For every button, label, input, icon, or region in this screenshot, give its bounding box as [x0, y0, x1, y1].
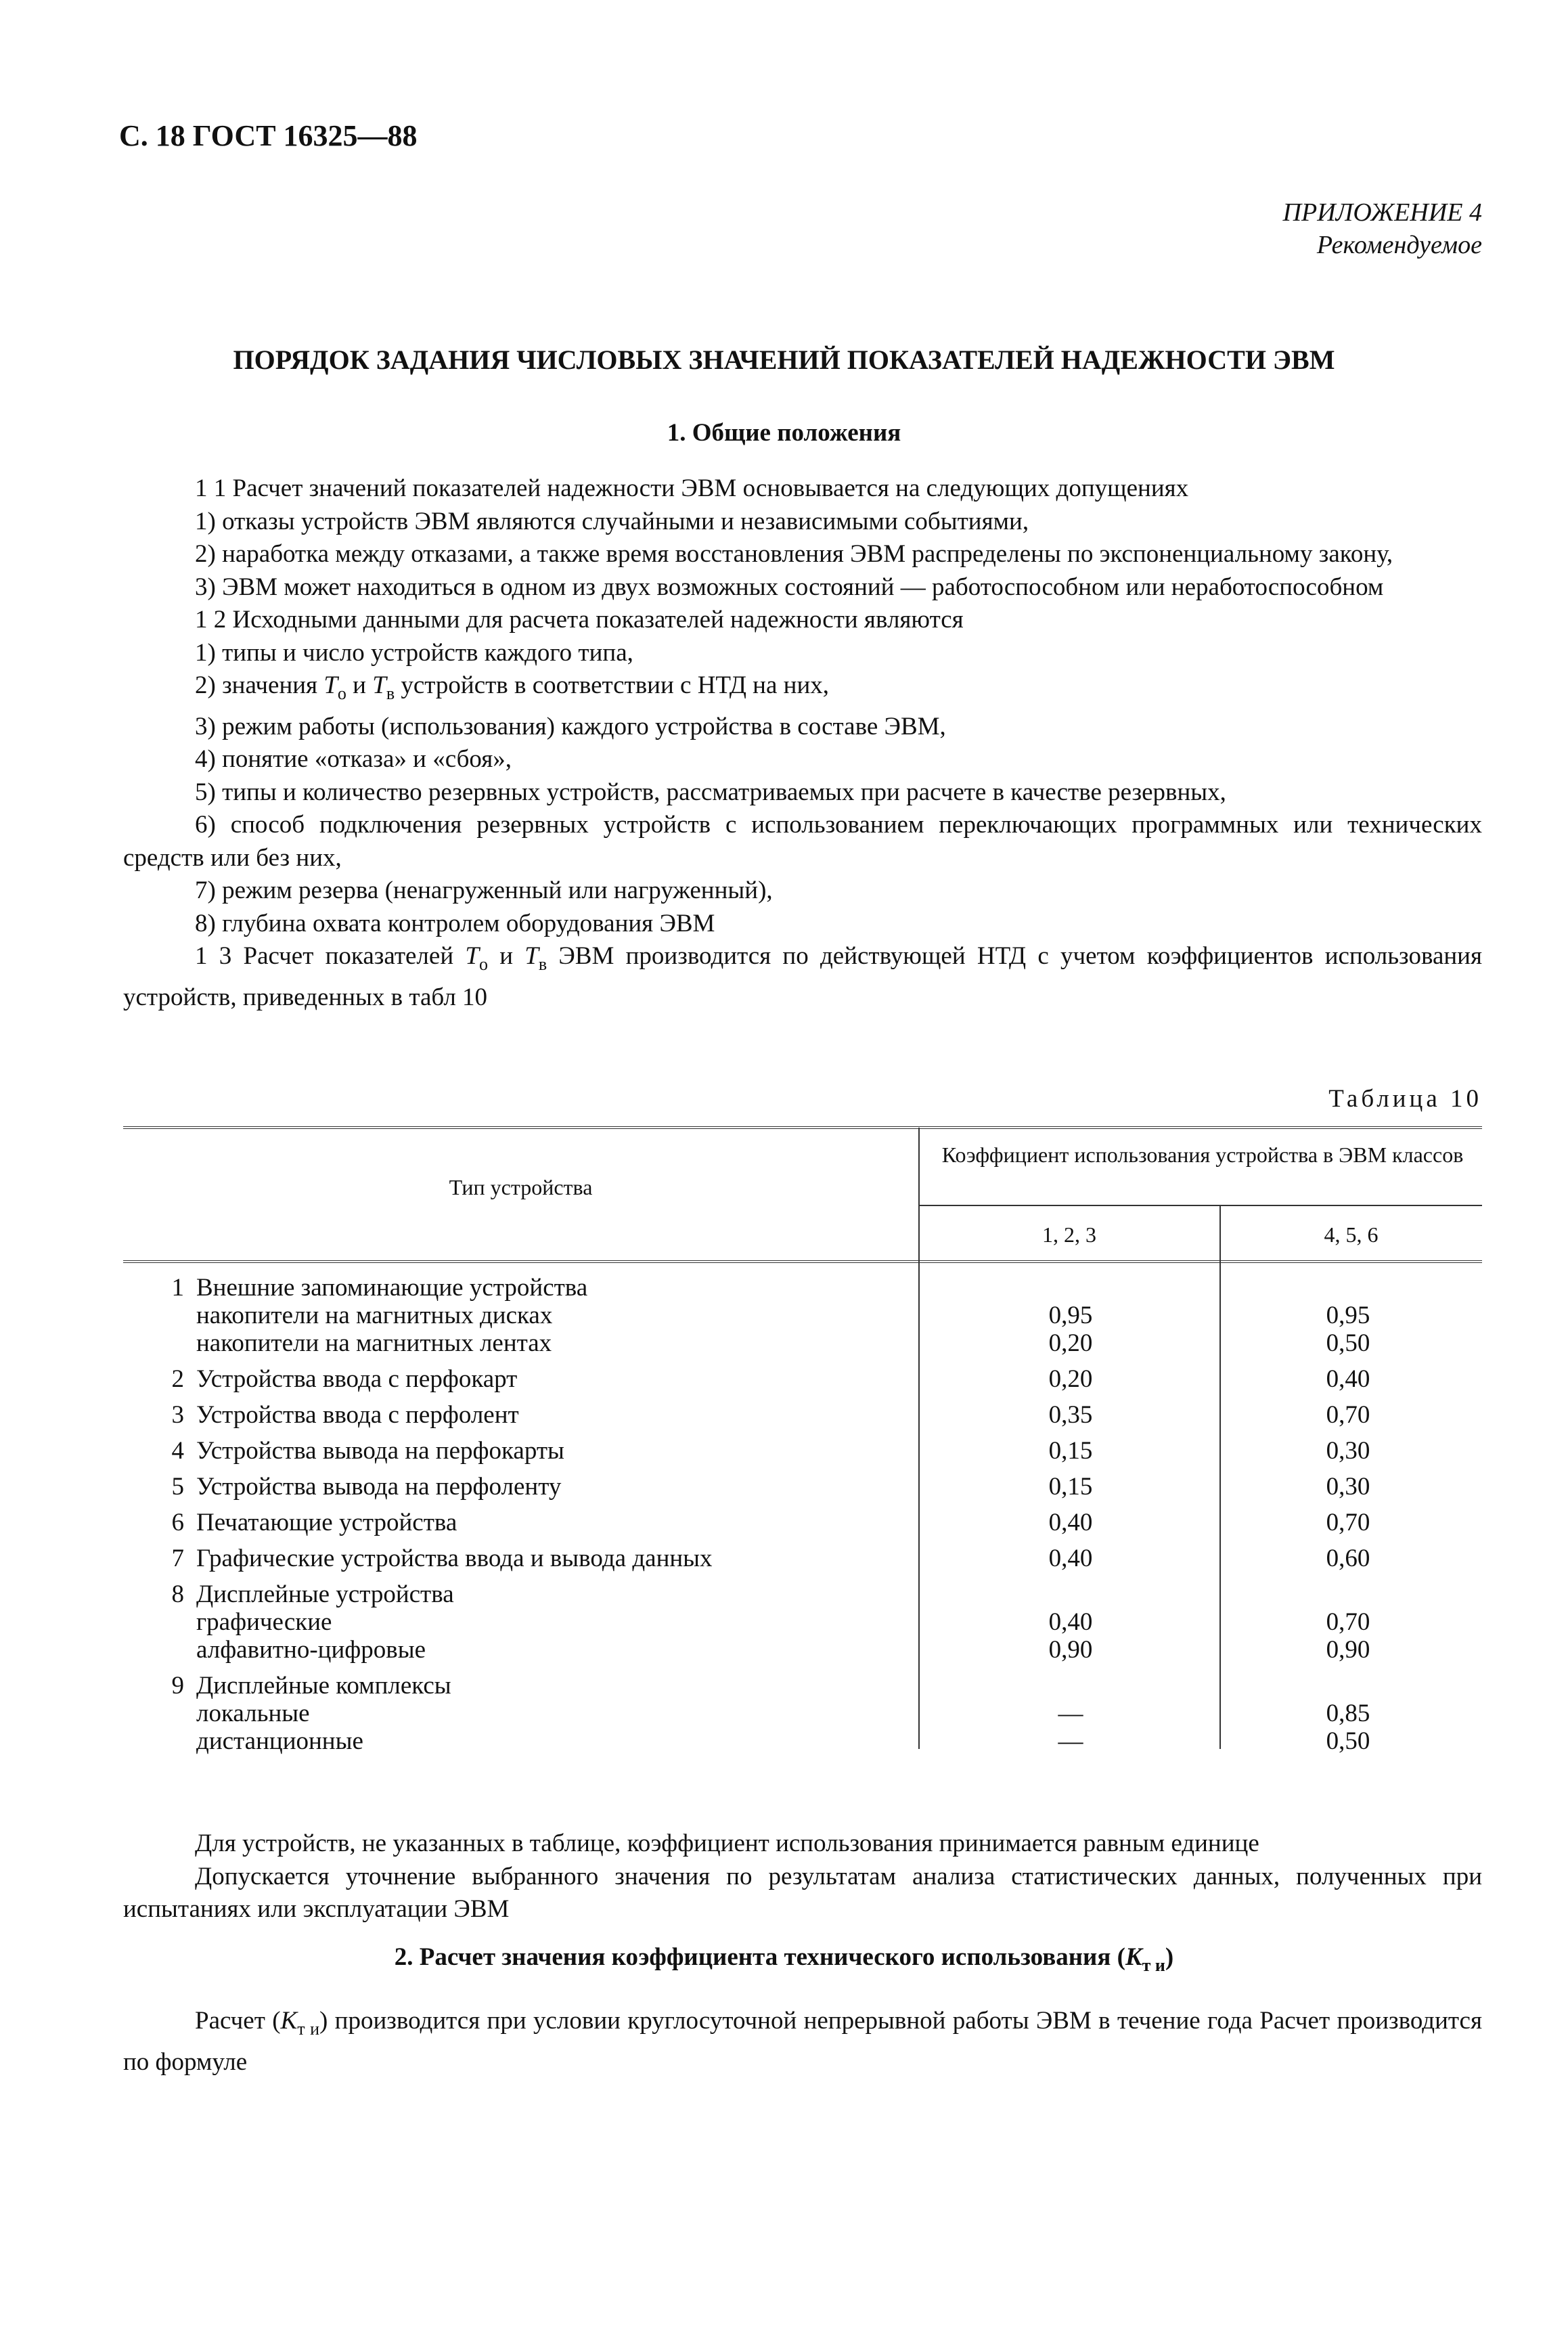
- coef-classes-4-6: 0,70: [1326, 1509, 1370, 1536]
- row-number: 9: [171, 1672, 184, 1700]
- row-number: 5: [171, 1473, 184, 1501]
- paragraph-2: Расчет $(K_{т и})$ производится при условии круглосуточной непрерывной работы ЭВМ в течение года Расчет производится по формуле: [123, 2007, 1482, 2076]
- device-name: Устройства ввода с перфокарт: [196, 1365, 518, 1393]
- coef-classes-1-3: 0,40: [1048, 1608, 1093, 1636]
- header-classes-4-6: 4, 5, 6: [1324, 1222, 1379, 1247]
- paragraph-note-2: Допускается уточнение выбранного значения по результатам анализа статистических данных, полученных при испытаниях или эксплуатации ЭВМ: [123, 1862, 1482, 1923]
- device-name: Устройства вывода на перфокарты: [196, 1437, 564, 1465]
- coef-classes-1-3: 0,35: [1048, 1401, 1093, 1429]
- list-item: 2) наработка между отказами, а также время восстановления ЭВМ распределены по экспоненциальному закону,: [195, 540, 1393, 568]
- device-name: Устройства вывода на перфоленту: [196, 1473, 562, 1501]
- row-number: 2: [171, 1365, 184, 1393]
- document-title: ПОРЯДОК ЗАДАНИЯ ЧИСЛОВЫХ ЗНАЧЕНИЙ ПОКАЗАТЕЛЕЙ НАДЕЖНОСТИ ЭВМ: [233, 345, 1335, 375]
- device-name: Дисплейные комплексы: [196, 1672, 451, 1700]
- device-name: Печатающие устройства: [196, 1509, 457, 1536]
- after-table-text: [123, 1827, 1482, 1926]
- section-1-title: 1. Общие положения: [667, 419, 901, 447]
- device-name: накопители на магнитных дисках: [196, 1302, 553, 1329]
- device-name: накопители на магнитных лентах: [196, 1329, 552, 1357]
- row-number: 7: [171, 1545, 184, 1572]
- appendix-block: [1283, 196, 1482, 261]
- list-item: 8) глубина охвата контролем оборудования ЭВМ: [195, 909, 715, 937]
- paragraph-1-2: 1 2 Исходными данными для расчета показателей надежности являются: [195, 606, 964, 634]
- coef-classes-1-3: 0,95: [1048, 1302, 1093, 1329]
- coef-classes-4-6: 0,40: [1326, 1365, 1370, 1393]
- coef-classes-4-6: 0,50: [1326, 1727, 1370, 1755]
- device-name: Дисплейные устройства: [196, 1580, 454, 1608]
- device-name: дистанционные: [196, 1727, 363, 1755]
- table-header-rule: [919, 1205, 1482, 1206]
- coef-classes-1-3: 0,90: [1048, 1636, 1093, 1664]
- coef-classes-1-3: 0,40: [1048, 1509, 1093, 1536]
- coef-classes-1-3: 0,20: [1048, 1365, 1093, 1393]
- device-name: алфавитно-цифровые: [196, 1636, 426, 1664]
- section-1-body: [123, 472, 1482, 1014]
- list-item: 3) ЭВМ может находиться в одном из двух возможных состояний — работоспособном или неработоспособном: [195, 573, 1384, 601]
- row-number: 8: [171, 1580, 184, 1608]
- table-header-bottom-rule: [123, 1260, 1482, 1264]
- coef-classes-4-6: 0,95: [1326, 1302, 1370, 1329]
- page-header: С. 18 ГОСТ 16325—88: [119, 119, 418, 152]
- list-item: 4) понятие «отказа» и «сбоя»,: [195, 745, 512, 773]
- appendix-label: ПРИЛОЖЕНИЕ 4: [1282, 198, 1482, 227]
- device-name: Устройства ввода с перфолент: [196, 1401, 519, 1429]
- coef-classes-4-6: 0,50: [1326, 1329, 1370, 1357]
- paragraph-1-3: 1 3 Расчет показателей $T_о$ и $T_в$ ЭВМ производится по действующей НТД с учетом коэффициентов использования устройств, приведенных в табл 10: [123, 942, 1482, 1011]
- list-item: 5) типы и количество резервных устройств, рассматриваемых при расчете в качестве резервных,: [195, 778, 1226, 806]
- coef-classes-4-6: 0,60: [1326, 1545, 1370, 1572]
- usage-coefficient-table: [123, 1126, 1482, 1755]
- row-number: 3: [171, 1401, 184, 1429]
- header-device-type: Тип устройства: [449, 1175, 593, 1199]
- row-number: 6: [171, 1509, 184, 1536]
- list-item: 2) значения $T_о$ и $T_в$ устройств в соответствии с НТД на них,: [195, 671, 830, 703]
- section-2-body: [123, 2005, 1482, 2079]
- coef-classes-4-6: 0,90: [1326, 1636, 1370, 1664]
- coef-classes-4-6: 0,70: [1326, 1608, 1370, 1636]
- table-label: Таблица 10: [1328, 1085, 1482, 1113]
- appendix-status: Рекомендуемое: [1316, 231, 1482, 259]
- row-number: 4: [171, 1437, 184, 1465]
- row-number: 1: [171, 1274, 184, 1302]
- coef-classes-1-3: 0,15: [1048, 1437, 1093, 1465]
- list-item: 3) режим работы (использования) каждого устройства в составе ЭВМ,: [195, 712, 946, 740]
- coef-classes-4-6: 0,30: [1326, 1473, 1370, 1501]
- device-name: графические: [196, 1608, 332, 1636]
- coef-classes-1-3: 0,20: [1048, 1329, 1093, 1357]
- list-item: 6) способ подключения резервных устройств с использованием переключающих программных или технических средств или без них,: [123, 811, 1482, 872]
- table-col-divider: [1219, 1205, 1221, 1749]
- coef-classes-1-3: 0,40: [1048, 1545, 1093, 1572]
- list-item: 1) отказы устройств ЭВМ являются случайными и независимыми событиями,: [195, 507, 1029, 535]
- coef-classes-1-3: —: [1058, 1700, 1083, 1727]
- header-classes-1-3: 1, 2, 3: [1042, 1222, 1096, 1247]
- header-coefficient: Коэффициент использования устройства в ЭВМ классов: [941, 1143, 1464, 1167]
- coef-classes-4-6: 0,70: [1326, 1401, 1370, 1429]
- paragraph-1-1: 1 1 Расчет значений показателей надежности ЭВМ основывается на следующих допущениях: [195, 474, 1189, 502]
- paragraph-note-1: Для устройств, не указанных в таблице, коэффициент использования принимается равным единице: [195, 1830, 1259, 1857]
- table-top-rule: [123, 1126, 1482, 1130]
- section-2-title: 2. Расчет значения коэффициента технического использования $(K_{т и})$: [394, 1943, 1174, 1975]
- device-name: локальные: [196, 1700, 310, 1727]
- device-name: Графические устройства ввода и вывода данных: [196, 1545, 713, 1572]
- device-name: Внешние запоминающие устройства: [196, 1274, 588, 1302]
- coef-classes-1-3: 0,15: [1048, 1473, 1093, 1501]
- coef-classes-4-6: 0,85: [1326, 1700, 1370, 1727]
- list-item: 1) типы и число устройств каждого типа,: [195, 638, 633, 667]
- coef-classes-4-6: 0,30: [1326, 1437, 1370, 1465]
- list-item: 7) режим резерва (ненагруженный или нагруженный),: [195, 877, 773, 904]
- coef-classes-1-3: —: [1058, 1727, 1083, 1755]
